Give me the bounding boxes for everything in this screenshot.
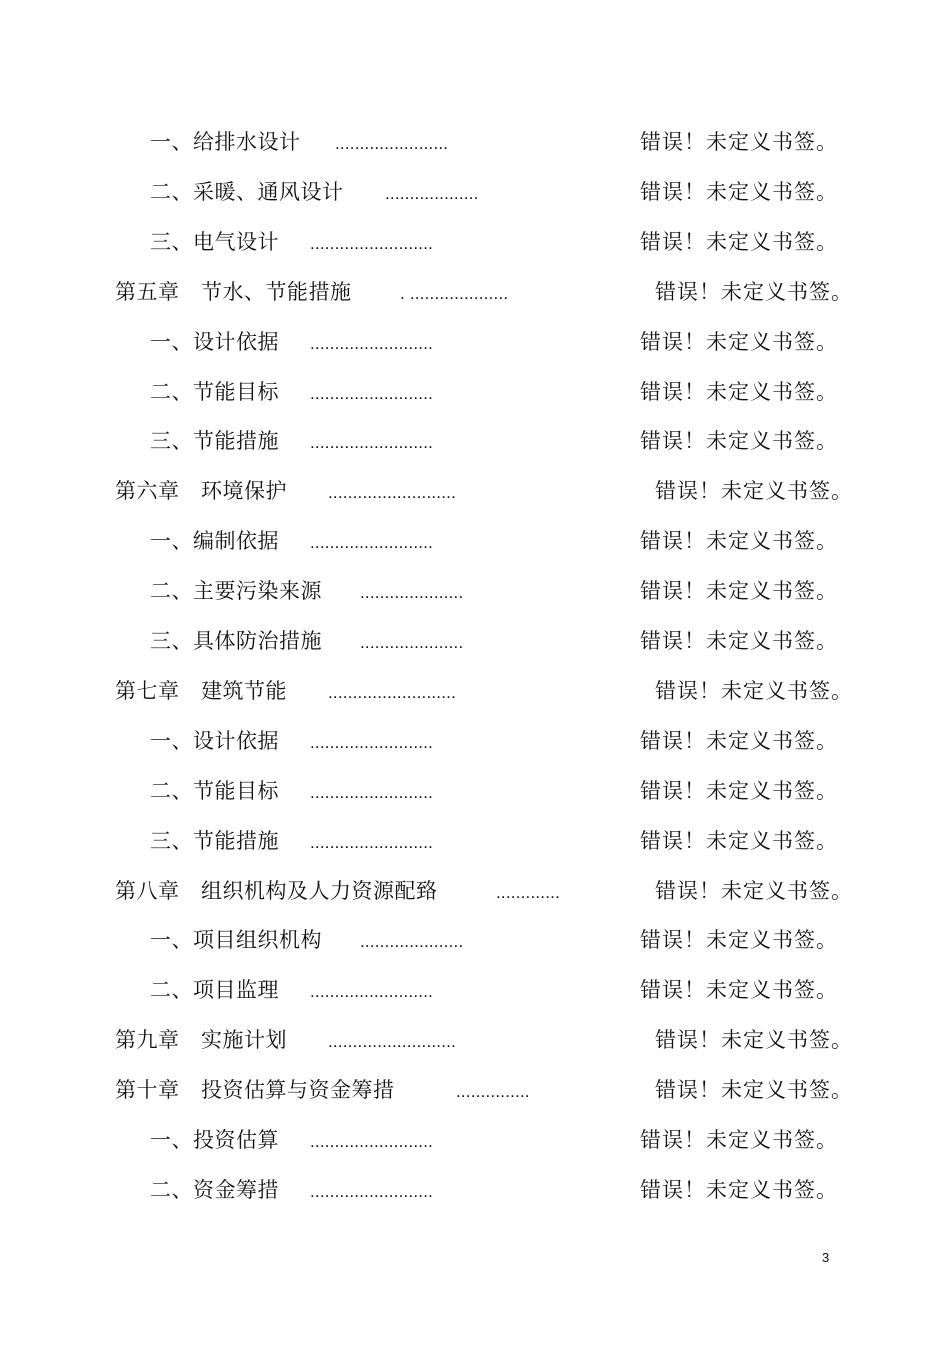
- toc-dot-leader: .....................: [360, 583, 464, 603]
- toc-dot-leader: .........................: [310, 433, 434, 453]
- toc-entry-title: 三、节能措施: [150, 429, 279, 454]
- toc-entry-title: 一、设计依据: [150, 329, 279, 354]
- toc-dot-leader: .........................: [310, 333, 434, 353]
- toc-entry-title: 二、主要污染来源: [150, 579, 322, 604]
- toc-entry-title: 三、电气设计: [150, 229, 279, 254]
- toc-page-reference: 错误！未定义书签。: [640, 978, 838, 1003]
- toc-dot-leader: .........................: [310, 732, 434, 752]
- toc-entry[interactable]: [0, 1070, 950, 1110]
- toc-entry-title: 第十章 投资估算与资金筹措: [115, 1078, 395, 1103]
- toc-page-reference: 错误！未定义书签。: [640, 928, 838, 953]
- toc-entry-title: 第七章 建筑节能: [115, 678, 287, 703]
- toc-entry[interactable]: [0, 1170, 950, 1210]
- toc-entry[interactable]: [0, 471, 950, 511]
- toc-dot-leader: .......................: [335, 134, 449, 153]
- toc-page-reference: 错误！未定义书签。: [640, 130, 838, 154]
- toc-entry-title: 二、节能目标: [150, 379, 279, 404]
- toc-dot-leader: .........................: [310, 982, 434, 1002]
- toc-entry[interactable]: [0, 721, 950, 761]
- toc-entry-title: 二、资金筹措: [150, 1177, 279, 1202]
- toc-dot-leader: ..........................: [328, 682, 457, 702]
- toc-entry-title: 第八章 组织机构及人力资源配臵: [115, 878, 438, 903]
- toc-entry[interactable]: [0, 372, 950, 412]
- toc-dot-leader: .........................: [310, 782, 434, 802]
- toc-page-reference: 错误！未定义书签。: [655, 878, 853, 903]
- toc-entry-title: 三、节能措施: [150, 828, 279, 853]
- toc-entry-title: 一、项目组织机构: [150, 928, 322, 953]
- toc-entry[interactable]: [0, 272, 950, 312]
- toc-page-reference: 错误！未定义书签。: [655, 279, 853, 304]
- toc-dot-leader: ...............: [456, 1082, 530, 1102]
- toc-entry[interactable]: [0, 322, 950, 362]
- toc-dot-leader: .........................: [310, 233, 434, 253]
- toc-page-reference: 错误！未定义书签。: [640, 329, 838, 354]
- toc-entry[interactable]: [0, 920, 950, 960]
- toc-entry-title: 一、设计依据: [150, 728, 279, 753]
- toc-dot-leader: ...................: [385, 183, 479, 203]
- toc-entry[interactable]: [0, 970, 950, 1010]
- toc-entry[interactable]: [0, 122, 950, 162]
- toc-entry-title: 第五章 节水、节能措施: [115, 279, 352, 304]
- toc-page-reference: 错误！未定义书签。: [640, 778, 838, 803]
- toc-entry-title: 二、采暖、通风设计: [150, 179, 344, 204]
- toc-dot-leader: .........................: [310, 533, 434, 553]
- toc-entry[interactable]: [0, 671, 950, 711]
- toc-dot-leader: .........................: [310, 1181, 434, 1201]
- toc-page-reference: 错误！未定义书签。: [640, 429, 838, 454]
- toc-page-reference: 错误！未定义书签。: [640, 579, 838, 604]
- toc-page-reference: 错误！未定义书签。: [640, 229, 838, 254]
- toc-entry-title: 二、项目监理: [150, 978, 279, 1003]
- toc-page-reference: 错误！未定义书签。: [640, 629, 838, 653]
- toc-page-reference: 错误！未定义书签。: [640, 529, 838, 554]
- toc-dot-leader: ..........................: [328, 483, 457, 503]
- toc-dot-leader: .............: [496, 882, 561, 902]
- toc-entry-title: 二、节能目标: [150, 778, 279, 803]
- toc-entry[interactable]: [0, 222, 950, 262]
- toc-entry-title: 一、给排水设计: [150, 130, 301, 154]
- toc-entry[interactable]: [0, 172, 950, 212]
- toc-entry-title: 第六章 环境保护: [115, 479, 287, 504]
- toc-entry[interactable]: [0, 421, 950, 461]
- toc-page-reference: 错误！未定义书签。: [640, 379, 838, 404]
- toc-page-reference: 错误！未定义书签。: [655, 678, 853, 703]
- toc-entry[interactable]: [0, 1120, 950, 1160]
- toc-page-reference: 错误！未定义书签。: [655, 479, 853, 504]
- toc-page-reference: 错误！未定义书签。: [640, 828, 838, 853]
- toc-page-reference: 错误！未定义书签。: [640, 179, 838, 204]
- page-number: 3: [822, 1250, 830, 1265]
- toc-page-reference: 错误！未定义书签。: [655, 1028, 853, 1053]
- toc-dot-leader: ..........................: [328, 1032, 457, 1052]
- toc-page-reference: 错误！未定义书签。: [640, 728, 838, 753]
- toc-dot-leader: .........................: [310, 383, 434, 403]
- toc-entry[interactable]: [0, 821, 950, 861]
- toc-page-reference: 错误！未定义书签。: [655, 1078, 853, 1103]
- toc-entry[interactable]: [0, 571, 950, 611]
- toc-dot-leader: .........................: [310, 1132, 434, 1151]
- toc-entry-title: 三、具体防治措施: [150, 629, 322, 653]
- toc-dot-leader: . ....................: [400, 283, 509, 303]
- toc-entry-title: 一、编制依据: [150, 529, 279, 554]
- toc-entry[interactable]: [0, 871, 950, 911]
- toc-entry[interactable]: [0, 1020, 950, 1060]
- toc-dot-leader: .....................: [360, 932, 464, 952]
- toc-entry-title: 第九章 实施计划: [115, 1028, 287, 1053]
- toc-entry[interactable]: [0, 521, 950, 561]
- toc-entry-title: 一、投资估算: [150, 1128, 279, 1152]
- toc-dot-leader: .........................: [310, 832, 434, 852]
- toc-page-reference: 错误！未定义书签。: [640, 1128, 838, 1152]
- toc-dot-leader: .....................: [360, 633, 464, 652]
- toc-entry[interactable]: [0, 621, 950, 661]
- toc-entry[interactable]: [0, 771, 950, 811]
- toc-page-reference: 错误！未定义书签。: [640, 1177, 838, 1202]
